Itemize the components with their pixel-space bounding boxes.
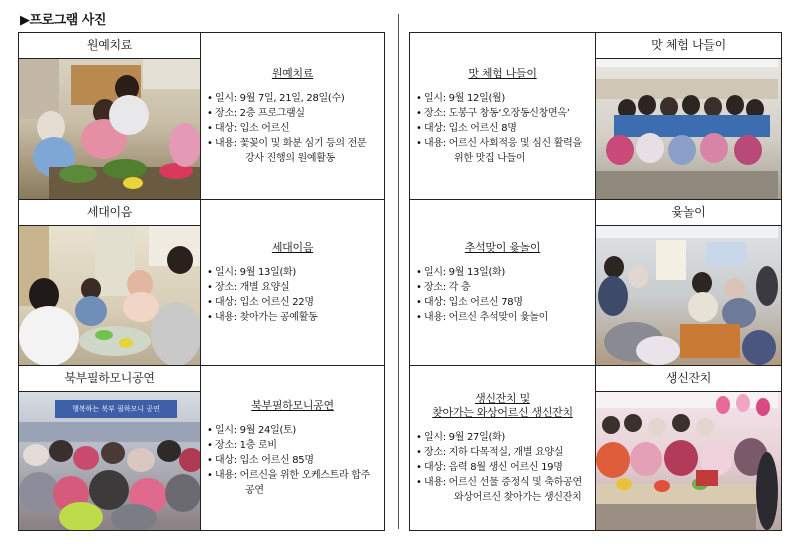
detail-item: • 내용: 어르신 추석맞이 윷놀이 (416, 310, 589, 325)
horticulture-photo (19, 59, 201, 200)
craft-photo (19, 226, 201, 366)
program-description (410, 200, 596, 366)
program-title: 세대이음 (271, 240, 314, 254)
detail-item: • 장소: 개별 요양실 (207, 280, 378, 295)
detail-item: • 장소: 지하 다목적실, 개별 요양실 (416, 445, 589, 460)
program-details (416, 91, 589, 166)
detail-item: • 내용: 어르신을 위한 오케스트라 합주 공연 (207, 468, 378, 498)
program-table-left (18, 32, 385, 531)
outing-photo (596, 59, 782, 200)
program-title: 북부필하모니공연 (251, 398, 334, 412)
program-description (201, 200, 385, 366)
detail-item: • 대상: 입소 어르신 85명 (207, 453, 378, 468)
program-table-right (409, 32, 782, 531)
program-details (416, 430, 589, 505)
program-details (207, 91, 378, 166)
detail-item: • 대상: 입소 어르신 (207, 121, 378, 136)
detail-item: • 일시: 9월 13일(화) (416, 265, 589, 280)
detail-item: • 일시: 9월 27일(화) (416, 430, 589, 445)
detail-item: • 대상: 입소 어르신 8명 (416, 121, 589, 136)
detail-item: • 대상: 음력 8월 생신 어르신 19명 (416, 460, 589, 475)
detail-item: • 대상: 입소 어르신 22명 (207, 295, 378, 310)
program-title: 원예치료 (271, 66, 314, 80)
program-details (207, 423, 378, 498)
program-details (207, 265, 378, 325)
birthday-photo (596, 392, 782, 531)
photo-caption: 생신잔치 (596, 366, 782, 392)
program-description (410, 33, 596, 200)
column-divider (398, 14, 399, 529)
concert-photo (19, 392, 201, 531)
photo-caption: 원예치료 (19, 33, 201, 59)
yut-game-photo (596, 226, 782, 366)
photo-caption: 맛 체험 나들이 (596, 33, 782, 59)
section-heading: ▶프로그램 사진 (20, 13, 106, 28)
detail-item: • 내용: 어르신 선물 증정식 및 축하공연 와상어르신 찾아가는 생신잔치 (416, 475, 589, 505)
detail-item: • 일시: 9월 7일, 21일, 28일(수) (207, 91, 378, 106)
detail-item: • 내용: 찾아가는 공예활동 (207, 310, 378, 325)
photo-caption: 북부필하모니공연 (19, 366, 201, 392)
program-description (410, 366, 596, 531)
program-title: 맛 체험 나들이 (468, 66, 537, 80)
concert-banner-text: 행복하는 북부 필하모니 공연 (72, 405, 160, 413)
detail-item: • 대상: 입소 어르신 78명 (416, 295, 589, 310)
detail-item: • 일시: 9월 13일(화) (207, 265, 378, 280)
program-description (201, 33, 385, 200)
detail-item: • 내용: 어르신 사회적응 및 심신 활력을 위한 맛집 나들이 (416, 136, 589, 166)
detail-item: • 일시: 9월 24일(토) (207, 423, 378, 438)
detail-item: • 장소: 2층 프로그램실 (207, 106, 378, 121)
program-title: 생신잔치 및 찾아가는 와상어르신 생신잔치 (432, 391, 573, 419)
detail-item: • 내용: 꽃꽂이 및 화분 심기 등의 전문 강사 진행의 원예활동 (207, 136, 378, 166)
photo-caption: 윷놀이 (596, 200, 782, 226)
detail-item: • 일시: 9월 12일(월) (416, 91, 589, 106)
program-description (201, 366, 385, 531)
program-title: 추석맞이 윷놀이 (464, 240, 541, 254)
photo-caption: 세대이음 (19, 200, 201, 226)
program-details (416, 265, 589, 325)
detail-item: • 장소: 도봉구 창동‘오장동신창면옥’ (416, 106, 589, 121)
detail-item: • 장소: 1층 로비 (207, 438, 378, 453)
detail-item: • 장소: 각 층 (416, 280, 589, 295)
